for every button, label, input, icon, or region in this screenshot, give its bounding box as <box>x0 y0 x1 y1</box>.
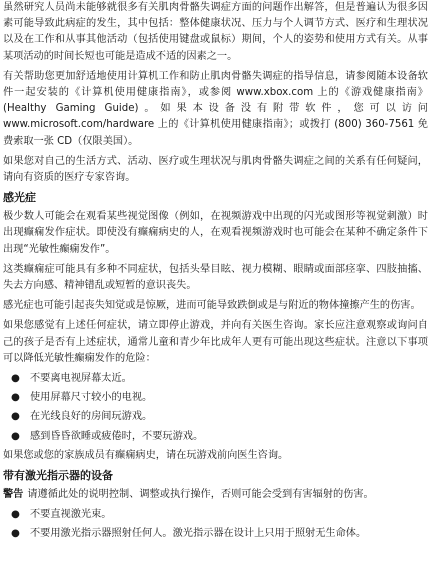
list-item-text: 感到昏昏欲睡或疲倦时，不要玩游戏。 <box>30 430 204 442</box>
paragraph-seizure-injury: 感光症也可能引起丧失知觉或是惊厥，进而可能导致跌倒或是与附近的物体撞擦产生的伤害。 <box>3 300 421 312</box>
list-item-text: 不要离电视屏幕太近。 <box>30 373 132 385</box>
paragraph-healthy-computing-guide: 有关帮助您更加舒适地使用计算机工作和防止肌肉骨骼失调症的指导信息，请参阅随本设备软件一起安装的《计算机使用健康指南》，或参阅 www.xbox.com 上的《游戏健康指南》(Healthy Gaming Guide)。如果本设备没有附带软件，您可以访问 www.microsoft.com/hardware 上的《计算机使用健康指南》；或拨打 (800) 360-7561 免费索取一张 CD（仅限美国）。 <box>3 70 428 147</box>
list-item-text: 不要用激光指示器照射任何人。激光指示器在设计上只用于照射无生命体。 <box>30 528 367 540</box>
list-item <box>3 390 428 406</box>
paragraph-seizure-stop-playing: 如果您感觉有上述任何症状，请立即停止游戏，并向有关医生咨询。家长应注意观察或询问自己的孩子是否有上述症状，通常儿童和青少年比成年人更有可能出现这些症状。注意以下事项可以降低光敏性癫痫发作的危险： <box>3 320 428 364</box>
list-item-text: 在光线良好的房间玩游戏。 <box>30 411 153 423</box>
paragraph-msd-causes: 虽然研究人员尚未能够就很多有关肌肉骨骼失调症方面的问题作出解答，但是普遍认为很多因素可能导致此病症的发生，其中包括：整体健康状况、压力与个人调节方式、医疗和生理状况以及在工作和从事其他活动（包括使用键盘或鼠标）期间，个人的姿势和使用方式有关。从事某项活动的时间长短也可能是造成不适的因素之一。 <box>3 2 428 62</box>
paragraph-seizure-symptoms: 这类癫痫症可能具有多种不同症状，包括头晕目眩、视力模糊、眼睛或面部痉挛、四肢抽搐、失去方向感、精神错乱或短暂的意识丧失。 <box>3 263 428 292</box>
paragraph-epilepsy-history: 如果您或您的家族成员有癫痫病史，请在玩游戏前向医生咨询。 <box>3 449 289 461</box>
list-item-text: 使用屏幕尺寸较小的电视。 <box>30 392 153 404</box>
bullet-icon: ● <box>11 373 20 385</box>
paragraph-seizure-intro: 极少数人可能会在观看某些视觉图像（例如，在视频游戏中出现的闪光或图形等视觉刺激）时出现癫痫发作症状。即使没有癫痫病史的人，在观看视频游戏时也可能会在某种不确定条件下出现“光敏性癫痫发作”。 <box>3 211 428 255</box>
list-item <box>3 429 428 445</box>
warning-text: 请遵循此处的说明控制、调整或执行操作，否则可能会受到有害辐射的伤害。 <box>27 489 374 501</box>
list-item <box>3 371 428 387</box>
bullet-icon: ● <box>11 509 20 521</box>
bullet-icon: ● <box>11 411 20 423</box>
list-item <box>3 409 428 425</box>
bullet-icon: ● <box>11 392 20 404</box>
list-item-text: 不要直视激光束。 <box>30 509 112 521</box>
bullet-icon: ● <box>11 528 20 540</box>
paragraph-consult-professional: 如果您对自己的生活方式、活动、医疗或生理状况与肌肉骨骼失调症之间的关系有任何疑问，请向有资质的医疗专家咨询。 <box>3 155 428 184</box>
list-item <box>3 526 428 542</box>
laser-precautions-list <box>3 507 428 542</box>
list-item <box>3 507 428 523</box>
seizure-precautions-list <box>3 371 428 445</box>
paragraph-laser-warning <box>3 487 428 503</box>
section-heading-laser: 带有激光指示器的设备 <box>3 469 113 483</box>
section-heading-seizures: 感光症 <box>3 191 36 205</box>
bullet-icon: ● <box>11 430 20 442</box>
warning-label: 警告 <box>3 489 24 501</box>
